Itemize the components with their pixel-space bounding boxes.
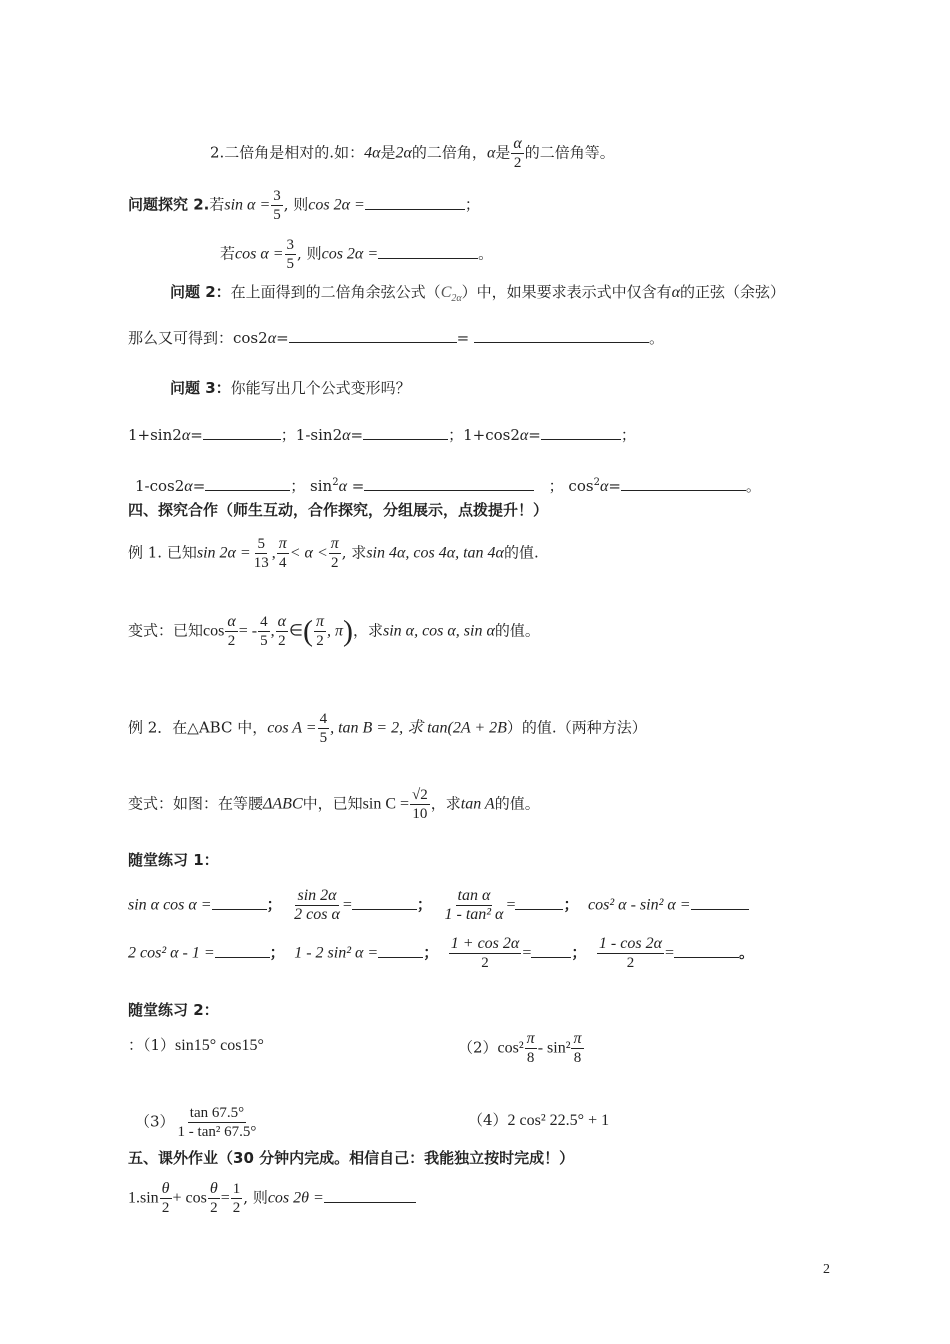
numerator: θ	[161, 1180, 170, 1197]
example-2	[128, 710, 647, 747]
left-paren: (	[302, 614, 313, 648]
answer-blank[interactable]	[365, 195, 465, 210]
text: 1.	[128, 1189, 140, 1207]
text: =	[456, 329, 470, 347]
fraction	[285, 236, 297, 273]
fraction	[571, 1030, 583, 1067]
math: α	[184, 478, 193, 495]
text: 1-cos2	[135, 477, 185, 495]
fraction	[225, 613, 237, 650]
problem-2	[170, 282, 785, 309]
numerator: 5	[257, 536, 265, 552]
fraction	[252, 535, 271, 572]
math: cos α =	[235, 245, 284, 263]
text: 是	[380, 143, 396, 162]
fraction	[318, 710, 330, 747]
fraction	[597, 935, 664, 972]
math: = -	[238, 622, 258, 640]
numerator: α	[227, 613, 236, 630]
math: cos 2α =	[308, 196, 365, 214]
answer-blank[interactable]	[364, 476, 534, 491]
fraction	[511, 135, 523, 172]
denominator: 10	[412, 806, 428, 822]
answer-blank[interactable]	[378, 244, 478, 259]
text: 是	[495, 143, 511, 162]
problem-3	[170, 378, 411, 398]
label: 问题 3：	[170, 379, 231, 397]
numerator: π	[315, 613, 324, 630]
math: =	[342, 896, 352, 914]
text: 那么又可得到：cos2	[128, 329, 268, 347]
text: 。	[745, 477, 761, 495]
fraction	[292, 887, 342, 924]
math: =	[664, 944, 674, 962]
denominator: 2	[278, 633, 286, 649]
numerator: 4	[260, 614, 268, 630]
math: , tan B = 2, 求 tan(2A + 2B	[330, 719, 507, 737]
math: sin 2α =	[196, 544, 251, 562]
text: ；	[464, 195, 480, 214]
answer-blank[interactable]	[324, 1188, 416, 1203]
math: 2 cos² α - 1 =	[128, 944, 215, 962]
math: cos 2α =	[321, 245, 379, 263]
numerator: 1	[232, 1181, 241, 1197]
fraction	[271, 187, 283, 224]
numerator: √2	[412, 787, 428, 803]
denominator: 1 - tan² α	[444, 906, 504, 923]
formula-variants-2	[135, 473, 761, 497]
answer-blank[interactable]	[363, 425, 448, 440]
text: =	[528, 426, 541, 444]
math: α	[519, 427, 529, 444]
numerator: α	[513, 135, 522, 152]
numerator: 1 - cos 2α	[598, 935, 662, 952]
cos2a-formula-line	[128, 328, 664, 349]
denominator: 2	[227, 633, 236, 649]
fraction	[277, 535, 289, 572]
text: 的值。	[494, 621, 540, 640]
math: α	[486, 144, 496, 162]
denominator: 1 - tan² 67.5°	[177, 1124, 257, 1140]
answer-blank[interactable]	[515, 895, 563, 910]
denominator: 4	[278, 555, 287, 571]
math: sin	[140, 1189, 159, 1207]
math: + cos	[172, 1189, 207, 1207]
math: =	[506, 896, 516, 914]
text: 1+sin2	[128, 426, 182, 444]
fraction	[442, 887, 505, 924]
formula-variants-1	[128, 425, 636, 446]
denominator: 5	[286, 256, 295, 272]
text: ，求	[352, 621, 383, 640]
math: =	[220, 1189, 230, 1207]
practice-2-row-1	[128, 1035, 264, 1056]
numerator: 1 + cos 2α	[450, 935, 520, 952]
homework-1	[128, 1180, 416, 1217]
math: cos²	[497, 1039, 524, 1057]
answer-blank[interactable]	[215, 943, 270, 958]
problem-explore-2	[128, 187, 480, 224]
text: 的正弦（余弦）	[680, 283, 786, 301]
math: C	[440, 284, 452, 301]
denominator: 8	[573, 1050, 582, 1066]
math: α	[338, 478, 347, 495]
answer-blank[interactable]	[474, 328, 649, 343]
numerator: 3	[273, 188, 281, 204]
math: sin15° cos15°	[175, 1037, 264, 1054]
math: - sin²	[537, 1039, 571, 1057]
numerator: π	[573, 1030, 582, 1047]
answer-blank[interactable]	[691, 895, 749, 910]
math: 1 - 2 sin² α =	[294, 944, 379, 962]
math: 2	[332, 477, 339, 488]
denominator: 5	[273, 207, 281, 223]
text: , 则	[243, 1188, 268, 1207]
fraction	[176, 1104, 259, 1141]
text: 。	[649, 329, 665, 347]
fraction	[525, 1030, 537, 1067]
text: 的值.	[503, 543, 539, 562]
answer-blank[interactable]	[352, 895, 417, 910]
answer-blank[interactable]	[541, 425, 621, 440]
label: 问题 2：	[170, 283, 231, 301]
math: < α <	[289, 544, 328, 562]
math: α	[671, 284, 681, 301]
denominator: 2	[232, 1200, 241, 1216]
math: α	[342, 427, 351, 444]
math: cos A =	[267, 719, 317, 737]
text: （3）	[135, 1112, 175, 1131]
text: =	[350, 426, 364, 444]
answer-blank[interactable]	[674, 943, 739, 958]
fraction	[276, 613, 288, 650]
math: sin α =	[224, 196, 271, 214]
practice-2-item-2	[458, 1030, 585, 1067]
fraction	[208, 1180, 220, 1217]
variant-2	[128, 786, 540, 823]
text: 中，已知	[302, 794, 363, 813]
text: 2.二倍角是相对的.如：	[210, 143, 365, 162]
section-5-heading: 五、课外作业（30 分钟内完成。相信自己：我能独立按时完成！）	[128, 1149, 575, 1167]
practice-2-heading: 随堂练习 2：	[128, 1001, 219, 1019]
math: 2 cos² 22.5° + 1	[507, 1112, 610, 1129]
right-paren: )	[342, 614, 353, 648]
text: ；1-sin2	[280, 426, 343, 444]
denominator: 8	[526, 1050, 535, 1066]
fraction	[329, 535, 341, 572]
math: cos 2θ =	[267, 1189, 324, 1207]
text: ，求	[430, 794, 461, 813]
denominator: 5	[319, 730, 328, 746]
text: , 则	[283, 195, 309, 214]
math: cos	[203, 622, 225, 640]
answer-blank[interactable]	[378, 943, 423, 958]
math: 2α	[451, 293, 462, 304]
numerator: π	[330, 535, 339, 552]
text: 例 2．在△ABC 中，	[128, 718, 268, 737]
denominator: 2 cos α	[294, 906, 340, 923]
text: =	[608, 477, 621, 495]
answer-blank[interactable]	[203, 425, 281, 440]
math: α	[599, 478, 609, 495]
math: cos² α - sin² α =	[588, 896, 691, 914]
answer-blank[interactable]	[205, 476, 290, 491]
denominator: 13	[253, 555, 269, 571]
variant-1	[128, 613, 540, 650]
math: ΔABC	[263, 795, 303, 813]
numerator: 3	[286, 237, 295, 253]
text: 若	[209, 195, 225, 214]
fraction	[258, 613, 270, 650]
text: 你能写出几个公式变形吗？	[230, 379, 411, 397]
example-1	[128, 535, 539, 572]
text: 的值。	[494, 794, 540, 813]
numerator: tan 67.5°	[189, 1105, 245, 1121]
math: α	[181, 427, 191, 444]
fraction	[410, 786, 430, 823]
math: ∈	[289, 622, 303, 640]
practice-1-heading: 随堂练习 1：	[128, 851, 219, 869]
denominator: 5	[260, 633, 268, 649]
numerator: π	[278, 535, 287, 552]
text: （4）	[468, 1111, 508, 1129]
practice-2-item-3	[135, 1104, 259, 1141]
text: =	[276, 329, 289, 347]
fraction	[160, 1180, 172, 1217]
denominator: 2	[316, 633, 324, 649]
numerator: α	[277, 613, 287, 630]
denominator: 2	[161, 1200, 170, 1216]
numerator: 4	[319, 711, 328, 727]
text: =	[192, 477, 206, 495]
denominator: 2	[626, 955, 635, 971]
problem-explore-2b	[220, 236, 493, 273]
text: 的二倍角等。	[524, 143, 615, 162]
math: 2	[593, 477, 600, 488]
practice-2-item-4	[468, 1110, 609, 1131]
math: 2α	[395, 144, 412, 162]
math: , π	[326, 622, 343, 640]
page-number: 2	[823, 1262, 830, 1277]
math: sin α cos α =	[128, 896, 212, 914]
math: =	[522, 944, 532, 962]
math: tan A	[460, 795, 495, 813]
math: sin α, cos α, sin α	[383, 622, 495, 640]
math: ,	[270, 622, 275, 640]
math: sin C =	[362, 795, 410, 813]
text: ：（1）	[128, 1036, 176, 1054]
denominator: 2	[513, 155, 522, 171]
text: ；	[269, 943, 285, 962]
text: =	[347, 477, 365, 495]
text: ）的值.（两种方法）	[506, 718, 647, 737]
practice-1-row-1	[128, 887, 749, 924]
fraction	[231, 1180, 243, 1217]
math: α	[267, 330, 277, 347]
text: 变式：已知	[128, 621, 204, 640]
text: ； sin	[290, 477, 333, 495]
text: , 则	[297, 244, 322, 263]
math: sin 4α, cos 4α, tan 4α	[366, 544, 504, 562]
text: 例 1. 已知	[128, 543, 197, 562]
answer-blank[interactable]	[621, 476, 746, 491]
text: ；	[266, 895, 282, 914]
text: 若	[220, 244, 236, 263]
section-4-heading: 四、探究合作（师生互动，合作探究，分组展示，点拨提升！）	[128, 501, 549, 519]
note-double-angle-relative	[210, 135, 615, 172]
text: （2）	[458, 1038, 498, 1057]
text: 。	[739, 943, 755, 962]
fraction	[449, 935, 522, 972]
text: ；	[423, 943, 439, 962]
text: ；1+cos2	[448, 426, 520, 444]
text: =	[190, 426, 203, 444]
text: ）中，如果要求表示式中仅含有	[461, 283, 672, 301]
text: 变式：如图：在等腰	[128, 794, 264, 813]
answer-blank[interactable]	[531, 943, 571, 958]
text: ；	[563, 895, 579, 914]
label: 问题探究 2.	[128, 195, 210, 214]
fraction	[314, 613, 326, 650]
denominator: 2	[210, 1200, 218, 1216]
text: ；	[571, 943, 587, 962]
numerator: tan α	[457, 887, 491, 904]
practice-1-row-2	[128, 935, 754, 972]
answer-blank[interactable]	[289, 328, 457, 343]
numerator: sin 2α	[297, 887, 337, 904]
math: ,	[271, 544, 276, 562]
text: ；	[416, 895, 432, 914]
text: 在上面得到的二倍角余弦公式（	[230, 283, 441, 301]
denominator: 2	[331, 555, 339, 571]
text: ； cos	[548, 477, 594, 495]
text: , 求	[341, 543, 367, 562]
numerator: π	[526, 1030, 535, 1047]
text: 的二倍角，	[411, 143, 487, 162]
text: 。	[478, 244, 494, 263]
text: ；	[620, 426, 636, 444]
answer-blank[interactable]	[212, 895, 267, 910]
numerator: θ	[209, 1180, 218, 1197]
math: 4α	[364, 144, 381, 162]
denominator: 2	[481, 955, 489, 971]
